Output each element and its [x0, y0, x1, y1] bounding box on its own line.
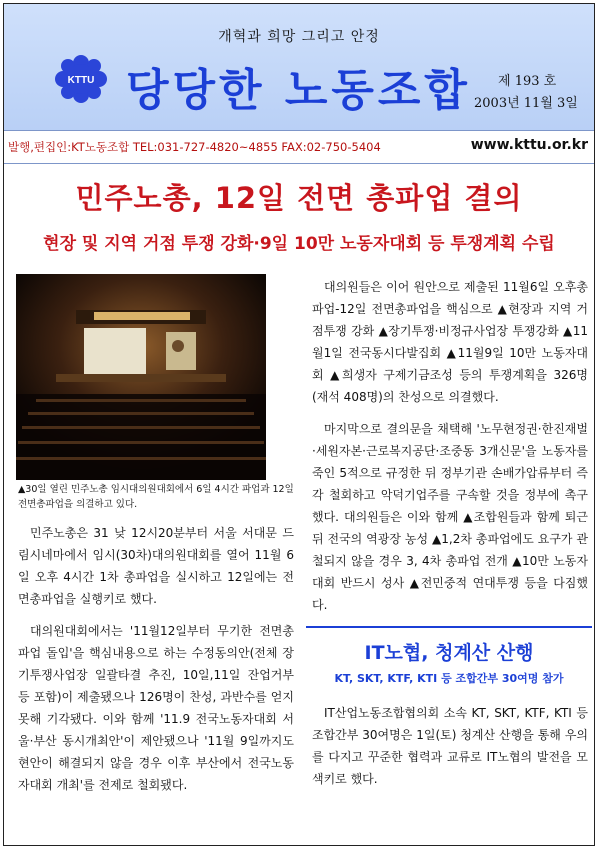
article-paragraph: IT산업노동조합협의회 소속 KT, SKT, KTF, KTI 등 조합간부 30여명은 1일(토) 청계산 산행을 통해 우의를 다지고 꾸준한 협력과 교류로 IT노협의 발전을 모색키로 했다.	[312, 706, 588, 786]
article-paragraph: 대의원들은 이어 원안으로 제출된 11월6일 오후총파업-12일 전면총파업을 핵심으로 ▲현장과 지역 거점투쟁 강화 ▲장기투쟁·비정규사업장 투쟁강화 ▲11월1일 전국동시다발집회 ▲11월9일 10만 노동자대회 ▲희생자 구제기금조성 등의 투쟁계획을 326명(재석 408명)의 찬성으로 의결했다.	[312, 280, 588, 404]
publisher-bar	[4, 130, 594, 164]
kttu-logo-icon	[52, 54, 110, 104]
issue-number: 제 193 호	[498, 74, 557, 89]
masthead	[4, 4, 594, 130]
photo-caption: ▲30일 열린 민주노총 임시대의원대회에서 6일 4시간 파업과 12일 전면총파업을 의결하고 있다.	[18, 484, 294, 510]
article-column-right	[312, 276, 588, 626]
it-article-title: IT노협, 청계산 산행	[364, 642, 534, 664]
subheadline: 현장 및 지역 거점 투쟁 강화·9일 10만 노동자대회 등 투쟁계획 수립	[43, 234, 555, 254]
convention-photo	[16, 274, 266, 480]
slogan: 개혁과 희망 그리고 안정	[218, 29, 380, 45]
website-link[interactable]: www.kttu.or.kr	[470, 137, 588, 153]
it-article-header	[306, 626, 592, 698]
publisher-info: 발행,편집인:KT노동조합 TEL:031-727-4820~4855 FAX:02-750-5404	[8, 140, 381, 154]
article-column-left	[18, 522, 294, 806]
headline: 민주노총, 12일 전면 총파업 결의	[75, 181, 523, 215]
article-paragraph: 마지막으로 결의문을 채택해 '노무현정권·한진재벌·세원자본·근로복지공단·조중동 3개신문'을 노동자를 죽인 5적으로 규정한 뒤 정부기관 손배가압류부터 즉각 철회하고 악덕기업주를 구속할 것을 정부에 촉구했다. 대의원들은 이와 함께 ▲조합원들과 함께 퇴근 뒤 전국의 역광장 농성 ▲1,2차 총파업에도 요구가 관철되지 않을 경우 3, 4차 총파업 전개 ▲10만 노동자대회 반드시 성사 ▲전민중적 연대투쟁 등을 다짐했다.	[312, 422, 588, 612]
it-article-body	[312, 702, 588, 800]
it-article-subtitle: KT, SKT, KTF, KTI 등 조합간부 30여명 참가	[334, 672, 564, 685]
auditorium-illustration	[16, 274, 266, 480]
logo-text: KTTU	[67, 75, 95, 86]
article-paragraph: 대의원대회에서는 '11월12일부터 무기한 전면총파업 돌입'을 핵심내용으로 하는 수정동의안(전체 장기투쟁사업장 일괄타결 추진, 10일,11일 잔업거부 등 포함)이 제출됐으나 126명이 찬성, 과반수를 얻지 못해 기각됐다. 이와 함께 '11.9 전국노동자대회 서울·부산 동시개최안'이 제안됐으나 '11월 9일까지도 현안이 해결되지 않을 경우 이후 부산에서 전국노동자대회 개최'를 전제로 철회됐다.	[18, 624, 294, 792]
issue-date: 2003년 11월 3일	[474, 96, 578, 111]
article-paragraph: 민주노총은 31 낮 12시20분부터 서울 서대문 드림시네마에서 임시(30차)대의원대회를 열어 11월 6일 오후 4시간 1차 총파업을 실시하고 12일에는 전면총파업을 실행키로 했다.	[18, 526, 294, 606]
newsletter-title: 당당한 노동조합	[126, 65, 471, 116]
newsletter-page	[3, 3, 595, 846]
